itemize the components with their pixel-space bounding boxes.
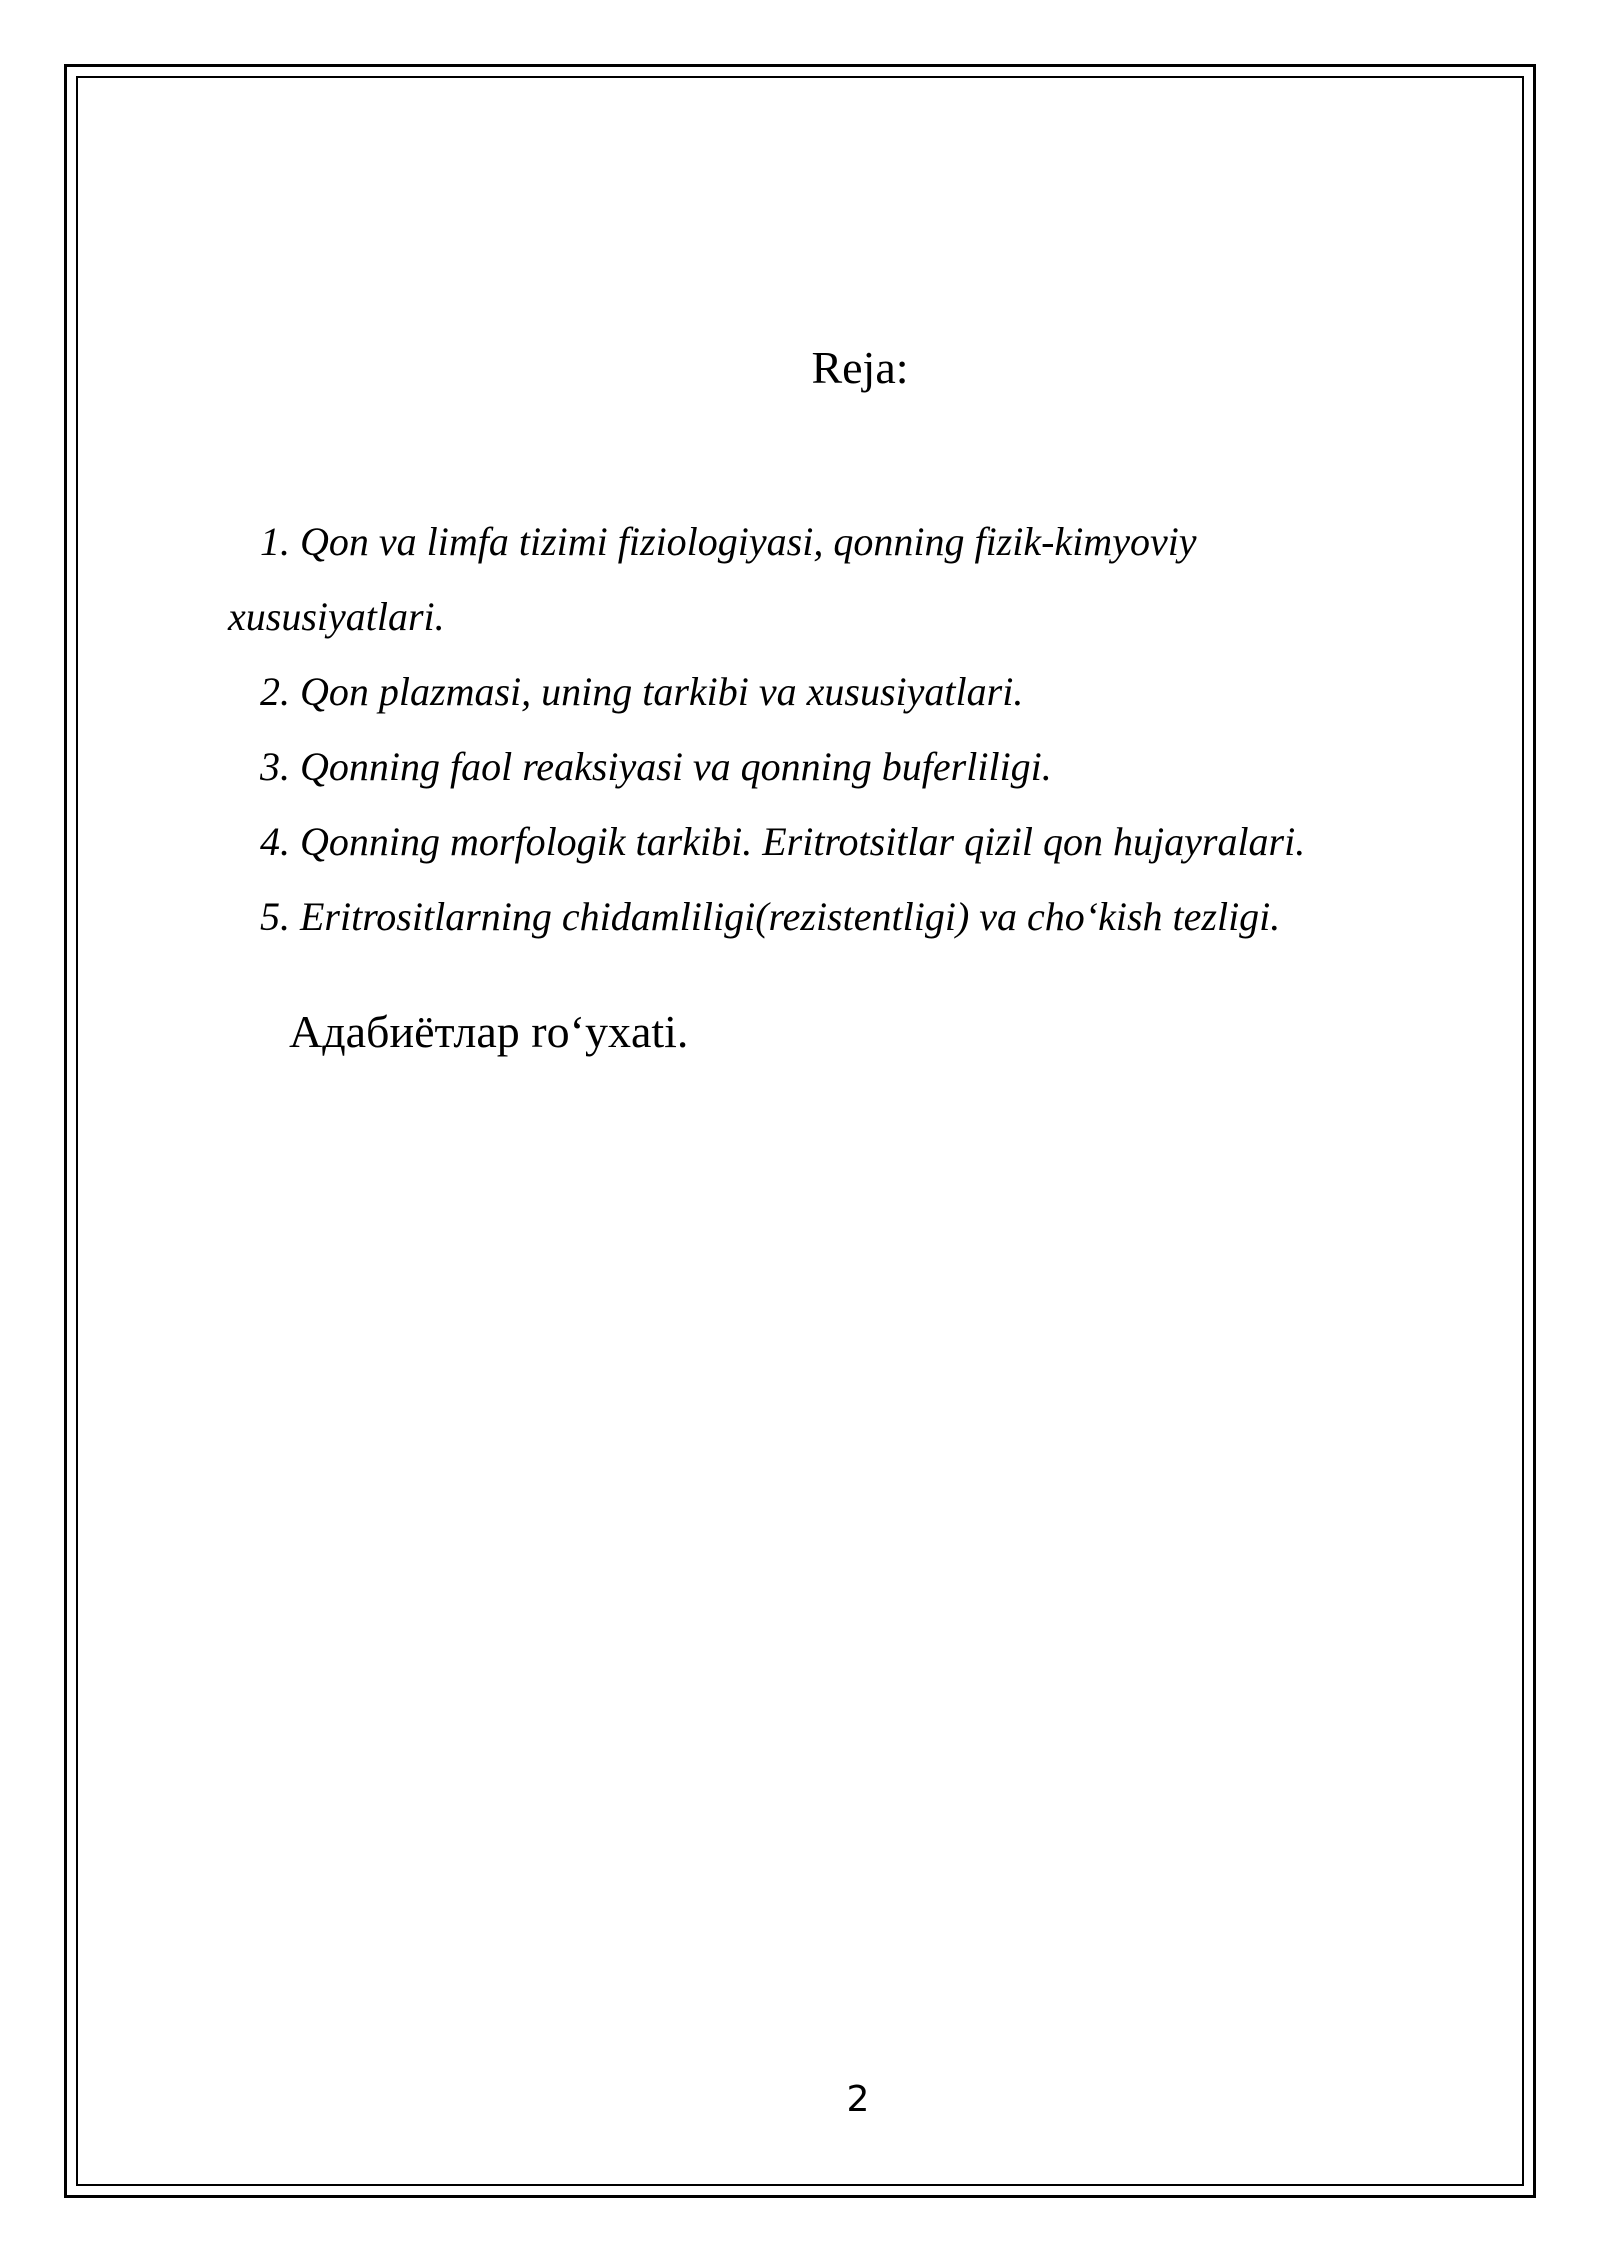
plan-item-1: 1. Qon va limfa tizimi fiziologiyasi, qonning fizik-kimyoviy xususiyatlari. [228, 519, 1197, 639]
plan-item-3: 3. Qonning faol reaksiyasi va qonning buferliligi. [260, 744, 1052, 789]
plan-list [228, 504, 1408, 954]
page-number: 2 [846, 2079, 870, 2120]
plan-item-4: 4. Qonning morfologik tarkibi. Eritrotsitlar qizil qon hujayralari. [260, 819, 1306, 864]
page-title: Reja: [811, 342, 909, 393]
plan-item-5: 5. Eritrositlarning chidamliligi(rezistentligi) va cho‘kish tezligi. [260, 894, 1281, 939]
references-heading: Адабиётлар ro‘yxati. [289, 1006, 689, 1057]
plan-item-2: 2. Qon plazmasi, uning tarkibi va xususiyatlari. [260, 669, 1024, 714]
